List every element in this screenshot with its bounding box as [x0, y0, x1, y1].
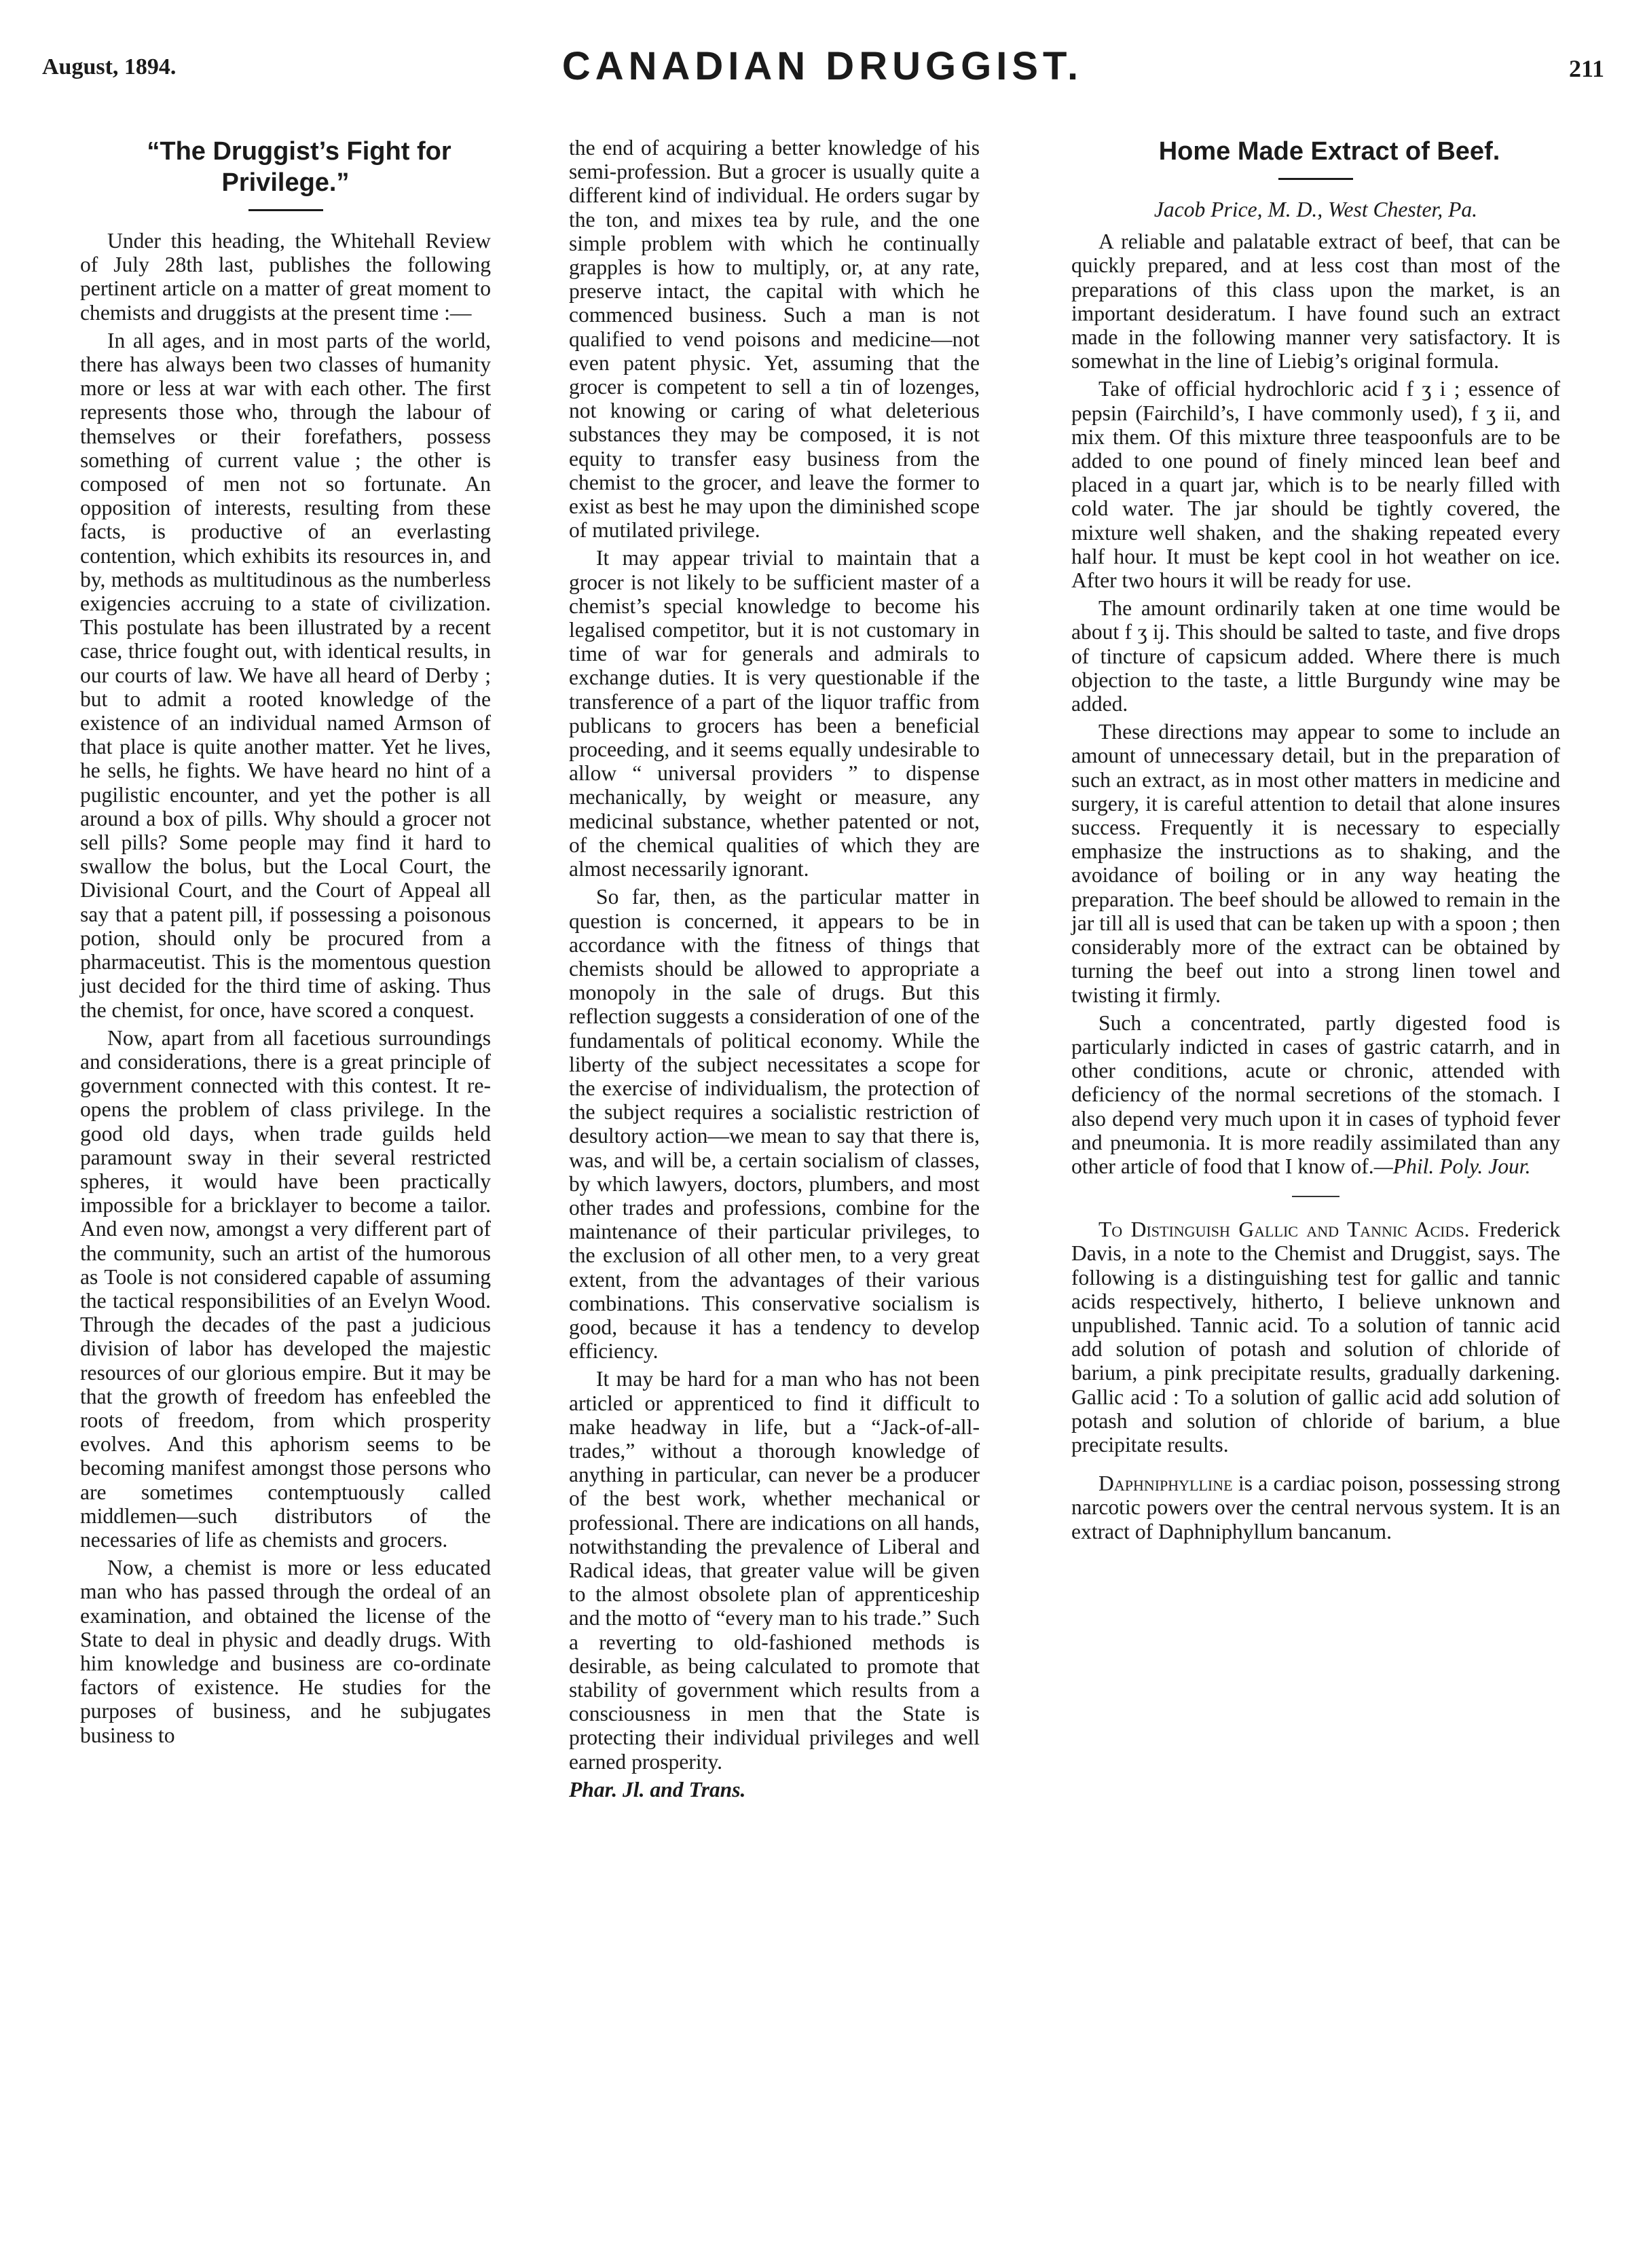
- section-lead: To Distinguish Gallic and Tannic Acids.: [1098, 1218, 1470, 1242]
- paragraph: These directions may appear to some to include an amount of unnecessary detail, but in the preparation of such an extract, as in most other matters in medicine and surgery, it is careful attention to detail that alone insures success. Frequently it is necessary to especially emphasize the instructions as to shaking, and the avoidance of boiling or in any way heating the preparation. The beef should be allowed to remain in the jar till all is used that can be taken up with a spoon ; then considerably more of the extract can be obtained by turning the beef out into a strong linen towel and twisting it firmly.: [1071, 720, 1560, 1007]
- paragraph: Now, a chemist is more or less educated man who has passed through the ordeal of an examination, and obtained the license of the State to deal in physic and deadly drugs. With him knowledge and business are co-ordinate factors of existence. He studies for the purposes of business, and he subjugates business to: [80, 1556, 491, 1747]
- paragraph-text: is a cardiac poison, possessing strong narcotic powers over the central nervous system. It is an extract of Daphniphyllum bancanum.: [1071, 1471, 1560, 1543]
- paragraph: Take of official hydrochloric acid f ʒ i ; essence of pepsin (Fairchild’s, I have commonly used), f ʒ ii, and mix them. Of this mixture three teaspoonfuls are to be added to one pound of finely minced lean beef and placed in a quart jar, which is to be nearly filled with cold water. The jar should be tightly covered, the mixture well shaken, and the shaking repeated every half hour. It must be kept cool in hot weather on ice. After two hours it will be ready for use.: [1071, 377, 1560, 593]
- paragraph: A reliable and palatable extract of beef, that can be quickly prepared, and at less cost than most of the preparations of this class upon the market, is an important desideratum. I have found such an extract made in the following manner very satisfactory. It is somewhat in the line of Liebig’s original formula.: [1071, 230, 1560, 373]
- page-number: 211: [1568, 55, 1604, 82]
- paragraph-text: Such a concentrated, partly digested food is particularly indicted in cases of gastric catarrh, and in other conditions, acute or chronic, attended with deficiency of the normal secretions of the stomach. I also depend very much upon it in cases of typhoid fever and pneumonia. It is more readily assimilated than any other article of food that I know of.: [1071, 1010, 1560, 1178]
- paragraph: Now, apart from all facetious surroundings and considerations, there is a great principle of government connected with this contest. It re-opens the problem of class privilege. In the good old days, when trade guilds held paramount sway in their several restricted spheres, it would have been practically impossible for a bricklayer to become a tailor. And even now, amongst a very different part of the community, such an artist of the humorous as Toole is not considered capable of assuming the tactical responsibilities of an Evelyn Wood. Through the decades of the past a judicious division of labor has developed the majestic resources of our glorious empire. But it may be that the growth of freedom has enfeebled the roots of freedom, from which prosperity evolves. And this aphorism seems to be becoming manifest amongst those persons who are sometimes contemptuously called middlemen—such distributors of the necessaries of life as chemists and grocers.: [80, 1025, 491, 1552]
- article-title-druggists-fight: “The Druggist’s Fight for Privilege.”: [147, 137, 451, 197]
- source-credit: —Phil. Poly. Jour.: [1373, 1154, 1531, 1178]
- paragraph: the end of acquiring a better knowledge of his semi-profession. But a grocer is usually quite a different kind of individual. He orders sugar by the ton, and mixes tea by rule, and the one simple problem with which he continually grapples is how to multiply, or, at any rate, preserve intact, the capital with which he commenced business. Such a man is not qualified to vend poisons and medicine—not even patent physic. Yet, assuming that the grocer is competent to sell a tin of lozenges, not knowing or caring of what deleterious substances they may be composed, it is not equity to transfer easy business from the chemist to the grocer, and leave the former to exist as best he may upon the diminished scope of mutilated privilege.: [569, 136, 980, 543]
- page-header: [0, 41, 1645, 102]
- column-1: [80, 136, 491, 1747]
- journal-title: CANADIAN DRUGGIST.: [561, 44, 1084, 88]
- source-credit: Phar. Jl. and Trans.: [569, 1777, 746, 1801]
- section-lead: Daphniphylline: [1098, 1471, 1233, 1496]
- author-byline: Jacob Price, M. D., West Chester, Pa.: [1153, 198, 1478, 221]
- paragraph-text: Frederick Davis, in a note to the Chemist and Druggist, says. The following is a distinguishing test for gallic and tannic acids respectively, hitherto, I believe unknown and unpublished. Tannic acid. To a solution of tannic acid add solution of potash and solution of chloride of barium, a pink precipitate results, gradually darkening. Gallic acid : To a solution of gallic acid add solution of potash and solution of chloride of barium, a blue precipitate results.: [1071, 1218, 1560, 1457]
- issue-date: August, 1894.: [42, 54, 177, 79]
- paragraph: The amount ordinarily taken at one time would be about f ʒ ij. This should be salted to taste, and five drops of tincture of capsicum added. Where there is much objection to the taste, a little Burgundy wine may be added.: [1071, 596, 1560, 716]
- section-divider: [1292, 1196, 1339, 1197]
- paragraph: Under this heading, the Whitehall Review of July 28th last, publishes the following pertinent article on a matter of great moment to chemists and druggists at the present time :—: [80, 229, 491, 325]
- paragraph: [1071, 1011, 1560, 1178]
- article-title-beef-extract: Home Made Extract of Beef.: [1158, 137, 1500, 166]
- paragraph-tannic: [1071, 1218, 1560, 1457]
- column-2: [569, 136, 980, 1801]
- paragraph: It may appear trivial to maintain that a grocer is not likely to be sufficient master of a chemist’s special knowledge to become his legalised competitor, but it is not customary in time of war for generals and admirals to exchange duties. It is very questionable if the transference of a part of the liquor traffic from publicans to grocers has been a beneficial proceeding, and it seems equally undesirable to allow “ universal providers ” to dispense mechanically, by weight or measure, any medicinal substance, whether patented or not, of the chemical qualities of which they are almost necessarily ignorant.: [569, 546, 980, 881]
- paragraph: In all ages, and in most parts of the world, there has always been two classes of humanity more or less at war with each other. The first represents those who, through the labour of themselves or their forefathers, possess something of current value ; the other is composed of men not so fortunate. An opposition of interests, resulting from these facts, is productive of an everlasting contention, which exhibits its resources in, and by, methods as multitudinous as the numberless exigencies accruing to a state of civilization. This postulate has been illustrated by a recent case, thrice fought out, with identical results, in our courts of law. We have all heard of Derby ; but to admit a rooted knowledge of the existence of an individual named Armson of that place is quite another matter. Yet he lives, he sells, he fights. We have heard no hint of a pugilistic encounter, and yet the pother is all around a box of pills. Why should a grocer not sell pills? Some people may find it hard to swallow the bolus, but the Local Court, the Divisional Court, and the Court of Appeal all say that a patent pill, if possessing a poisonous potion, should only be procured from a pharmaceutist. This is the momentous question just decided for the third time of asking. Thus the chemist, for once, have scored a conquest.: [80, 328, 491, 1022]
- paragraph-daphniphylline: [1071, 1471, 1560, 1543]
- paragraph: So far, then, as the particular matter in question is concerned, it appears to be in accordance with the fitness of things that chemists should be allowed to appropriate a monopoly in the sale of drugs. But this reflection suggests a consideration of one of the fundamentals of political economy. While the liberty of the subject necessitates a scope for the exercise of individualism, the protection of the subject requires a socialistic restriction of desultory action—we mean to say that there is, was, and will be, a certain socialism of classes, by which lawyers, doctors, plumbers, and most other trades and professions, combine for the maintenance of their particular privileges, to the exclusion of all other men, to a very great extent, from the advantages of their various combinations. This conservative socialism is good, because it has a tendency to develop efficiency.: [569, 885, 980, 1364]
- title-rule: [248, 209, 323, 211]
- title-rule: [1278, 178, 1353, 180]
- column-3: [1071, 136, 1560, 1543]
- paragraph: It may be hard for a man who has not been articled or apprenticed to find it difficult to make headway in life, but a “Jack-of-all-trades,” without a thorough knowledge of anything in particular, can never be a producer of the best work, whether mechanical or professional. There are indications on all hands, notwithstanding the prevalence of Liberal and Radical ideas, that greater value will be given to the almost obsolete plan of apprenticeship and the motto of “every man to his trade.” Such a reverting to old-fashioned methods is desirable, as being calculated to promote that stability of government which results from a consciousness in men that the State is protecting their individual privileges and well earned prosperity.: [569, 1367, 980, 1774]
